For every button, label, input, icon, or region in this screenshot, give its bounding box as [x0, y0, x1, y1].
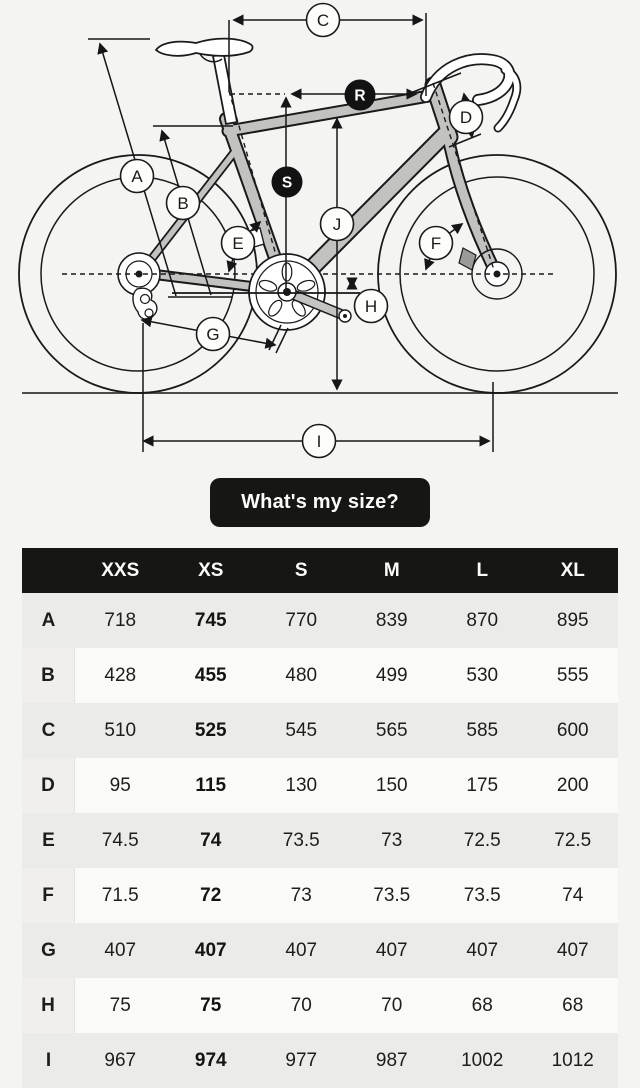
cell: 510: [104, 719, 137, 741]
cell: 68: [562, 994, 584, 1016]
size-col-l: L: [476, 559, 489, 581]
cell: 70: [381, 994, 403, 1016]
row-label: D: [22, 758, 75, 813]
cell: 407: [104, 939, 137, 961]
label-G: [197, 318, 230, 351]
cell: 428: [104, 664, 137, 686]
frame: [143, 85, 494, 292]
cell: 73.5: [282, 829, 320, 851]
label-I: [303, 425, 336, 458]
cell: 407: [556, 939, 589, 961]
svg-text:E: E: [232, 234, 244, 253]
row-label: A: [41, 609, 56, 631]
cell: 72: [200, 884, 222, 906]
cell: 70: [290, 994, 312, 1016]
table-row-f: [22, 868, 618, 923]
cell: 72.5: [463, 829, 501, 851]
saddle: [156, 39, 253, 56]
svg-text:A: A: [131, 167, 143, 186]
cell: 545: [285, 719, 318, 741]
row-label: F: [22, 868, 75, 923]
table-row-d: [22, 758, 618, 813]
cell: 480: [285, 664, 318, 686]
table-row-c: [22, 703, 618, 758]
cell: 407: [194, 939, 227, 961]
svg-text:B: B: [177, 194, 189, 213]
table-row-g: [22, 923, 618, 978]
row-label: I: [45, 1049, 52, 1071]
cell: 745: [194, 609, 227, 631]
svg-text:F: F: [430, 234, 442, 253]
row-label: E: [42, 829, 55, 851]
size-col-xxs: XXS: [101, 559, 140, 581]
rear-derailleur: [133, 288, 157, 319]
cell: 455: [194, 664, 227, 686]
svg-text:R: R: [354, 87, 366, 105]
label-H: [355, 290, 388, 323]
table-row-b: [22, 648, 618, 703]
svg-text:D: D: [459, 108, 473, 127]
cell: 175: [466, 774, 499, 796]
cell: 74.5: [101, 829, 139, 851]
label-E: [222, 227, 255, 260]
row-label: C: [41, 719, 56, 741]
label-A: [121, 160, 154, 193]
crankset: [249, 254, 351, 330]
cell: 407: [375, 939, 408, 961]
label-C: [307, 4, 340, 37]
size-header-row: [22, 548, 618, 593]
table-row-e: [22, 813, 618, 868]
svg-text:I: I: [316, 432, 322, 451]
cell: 770: [285, 609, 318, 631]
cell: 974: [194, 1049, 227, 1071]
label-D: [450, 101, 483, 134]
cell: 1002: [461, 1049, 504, 1071]
cell: 585: [466, 719, 499, 741]
svg-text:G: G: [206, 325, 220, 344]
cell: 977: [285, 1049, 318, 1071]
bike-geometry-diagram: [0, 0, 640, 470]
row-label: H: [22, 978, 75, 1033]
label-B: [167, 187, 200, 220]
row-label: G: [41, 939, 56, 961]
size-col-xs: XS: [198, 559, 224, 581]
svg-text:C: C: [316, 11, 330, 30]
cell: 74: [562, 884, 584, 906]
cell: 115: [195, 774, 227, 796]
cell: 95: [109, 774, 131, 796]
cell: 71.5: [101, 884, 139, 906]
svg-text:J: J: [332, 215, 342, 234]
svg-text:H: H: [364, 297, 378, 316]
label-F: [420, 227, 453, 260]
cell: 200: [556, 774, 589, 796]
size-col-spacer: [22, 548, 75, 593]
label-J: [321, 208, 354, 241]
cell: 895: [556, 609, 589, 631]
cell: 967: [104, 1049, 137, 1071]
cell: 130: [285, 774, 318, 796]
size-col-s: S: [294, 559, 308, 581]
size-col-m: M: [383, 559, 400, 581]
cell: 718: [104, 609, 137, 631]
cell: 73: [290, 884, 312, 906]
cell: 600: [556, 719, 589, 741]
label-R: [345, 80, 376, 111]
size-col-xl: XL: [560, 559, 585, 581]
cell: 150: [375, 774, 408, 796]
cell: 73.5: [373, 884, 411, 906]
cell: 525: [194, 719, 227, 741]
front-brake-caliper: [459, 248, 476, 270]
cell: 75: [200, 994, 222, 1016]
seatpost: [213, 55, 237, 124]
cell: 565: [375, 719, 408, 741]
svg-text:S: S: [281, 174, 293, 192]
cell: 68: [471, 994, 493, 1016]
whats-my-size-button[interactable]: What's my size?: [210, 478, 430, 527]
cell: 530: [466, 664, 499, 686]
cell: 499: [375, 664, 408, 686]
cell: 987: [375, 1049, 408, 1071]
cell: 870: [466, 609, 499, 631]
table-row-h: [22, 978, 618, 1033]
cell: 839: [375, 609, 408, 631]
geometry-table: [22, 548, 618, 1088]
cell: 555: [556, 664, 589, 686]
cell: 407: [285, 939, 318, 961]
label-S: [272, 167, 303, 198]
row-label: B: [22, 648, 75, 703]
stack-reach-labels: [272, 80, 376, 198]
cell: 407: [466, 939, 499, 961]
cell: 72.5: [554, 829, 592, 851]
table-row-a: [22, 593, 618, 648]
cell: 1012: [551, 1049, 594, 1071]
cell: 73: [381, 829, 403, 851]
cell: 74: [200, 829, 222, 851]
cell: 73.5: [463, 884, 501, 906]
cell: 75: [109, 994, 131, 1016]
